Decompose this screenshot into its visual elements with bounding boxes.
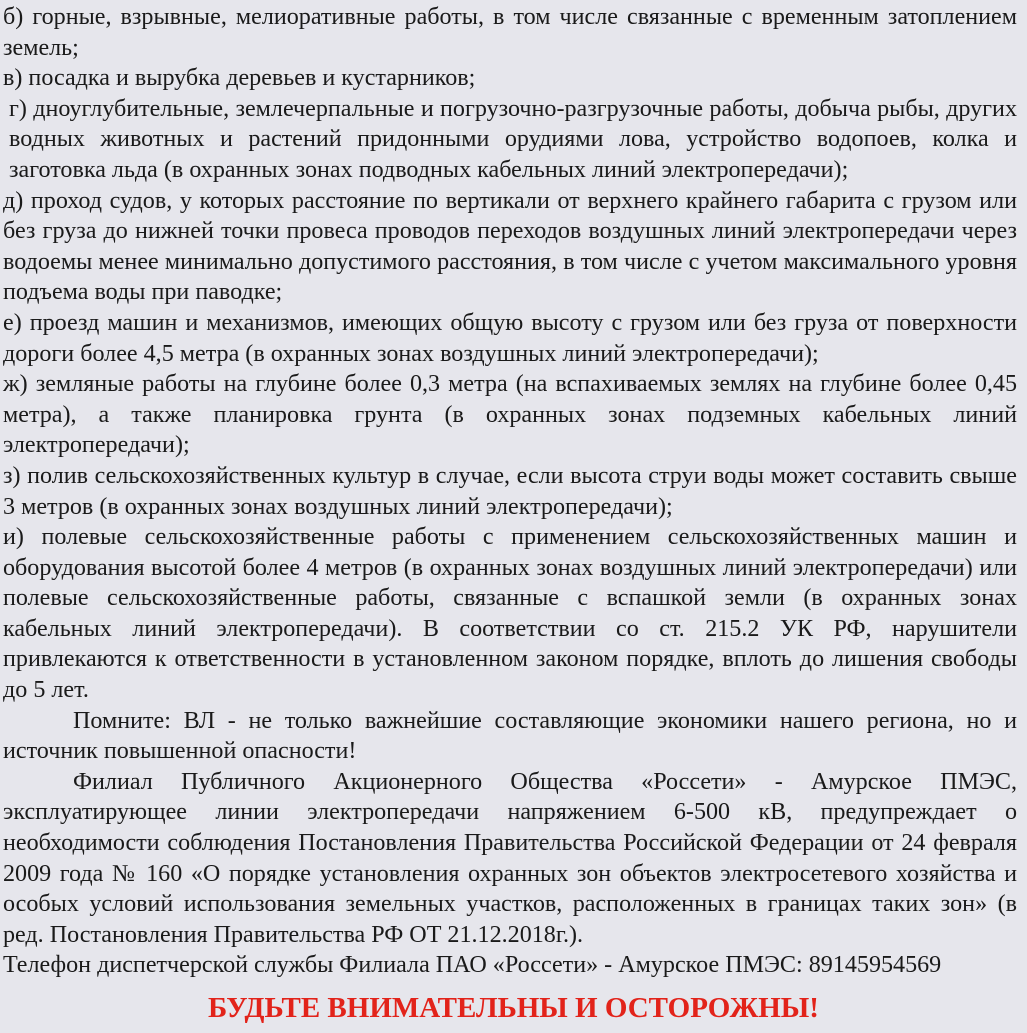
reminder-paragraph: Помните: ВЛ - не только важнейшие составляющие экономики нашего региона, но и источник повышенной опасности! <box>3 707 1017 765</box>
document-body <box>3 2 1017 981</box>
list-item-e: е) проезд машин и механизмов, имеющих общую высоту с грузом или без груза от поверхности дороги более 4,5 метра (в охранных зонах воздушных линий электропередачи); <box>3 309 1017 367</box>
list-item-z: з) полив сельскохозяйственных культур в случае, если высота струи воды может составить свыше 3 метров (в охранных зонах воздушных линий электропередачи); <box>3 462 1017 520</box>
list-item-i: и) полевые сельскохозяйственные работы с применением сельскохозяйственных машин и оборудования высотой более 4 метров (в охранных зонах воздушных линий электропередачи) или полевые сельскохозяйственные работы, связанные с вспашкой земли (в охранных зонах кабельных линий электропередачи). В соответствии со ст. 215.2 УК РФ, нарушители привлекаются к ответственности в установленном законом порядке, вплоть до лишения свободы до 5 лет. <box>3 524 1017 704</box>
warning-banner: БУДЬТЕ ВНИМАТЕЛЬНЫ И ОСТОРОЖНЫ! <box>208 992 819 1024</box>
notice-paragraph: Филиал Публичного Акционерного Общества «Россети» - Амурское ПМЭС, эксплуатирующее линии электропередачи напряжением 6-500 кВ, предупреждает о необходимости соблюдения Постановления Правительства Российской Федерации от 24 февраля 2009 года № 160 «О порядке установления охранных зон объектов электросетевого хозяйства и особых условий использования земельных участков, расположенных в границах таких зон» (в ред. Постановления Правительства РФ ОТ 21.12.2018г.). <box>3 768 1017 948</box>
phone-line: Телефон диспетчерской службы Филиала ПАО «Россети» - Амурское ПМЭС: 89145954569 <box>3 952 942 979</box>
list-item-d: д) проход судов, у которых расстояние по вертикали от верхнего крайнего габарита с грузом или без груза до нижней точки провеса проводов переходов воздушных линий электропередачи через водоемы менее минимально допустимого расстояния, в том числе с учетом максимального уровня подъема воды при паводке; <box>3 187 1017 306</box>
list-item-g: г) дноуглубительные, землечерпальные и погрузочно-разгрузочные работы, добыча рыбы, других водных животных и растений придонными орудиями лова, устройство водопоев, колка и заготовка льда (в охранных зонах подводных кабельных линий электропередачи); <box>9 95 1017 183</box>
list-item-zh: ж) земляные работы на глубине более 0,3 метра (на вспахиваемых землях на глубине более 0,45 метра), а также планировка грунта (в охранных зонах подземных кабельных линий электропередачи); <box>3 371 1017 459</box>
list-item-v: в) посадка и вырубка деревьев и кустарников; <box>3 65 476 92</box>
list-item-b: б) горные, взрывные, мелиоративные работы, в том числе связанные с временным затоплением земель; <box>3 4 1017 61</box>
